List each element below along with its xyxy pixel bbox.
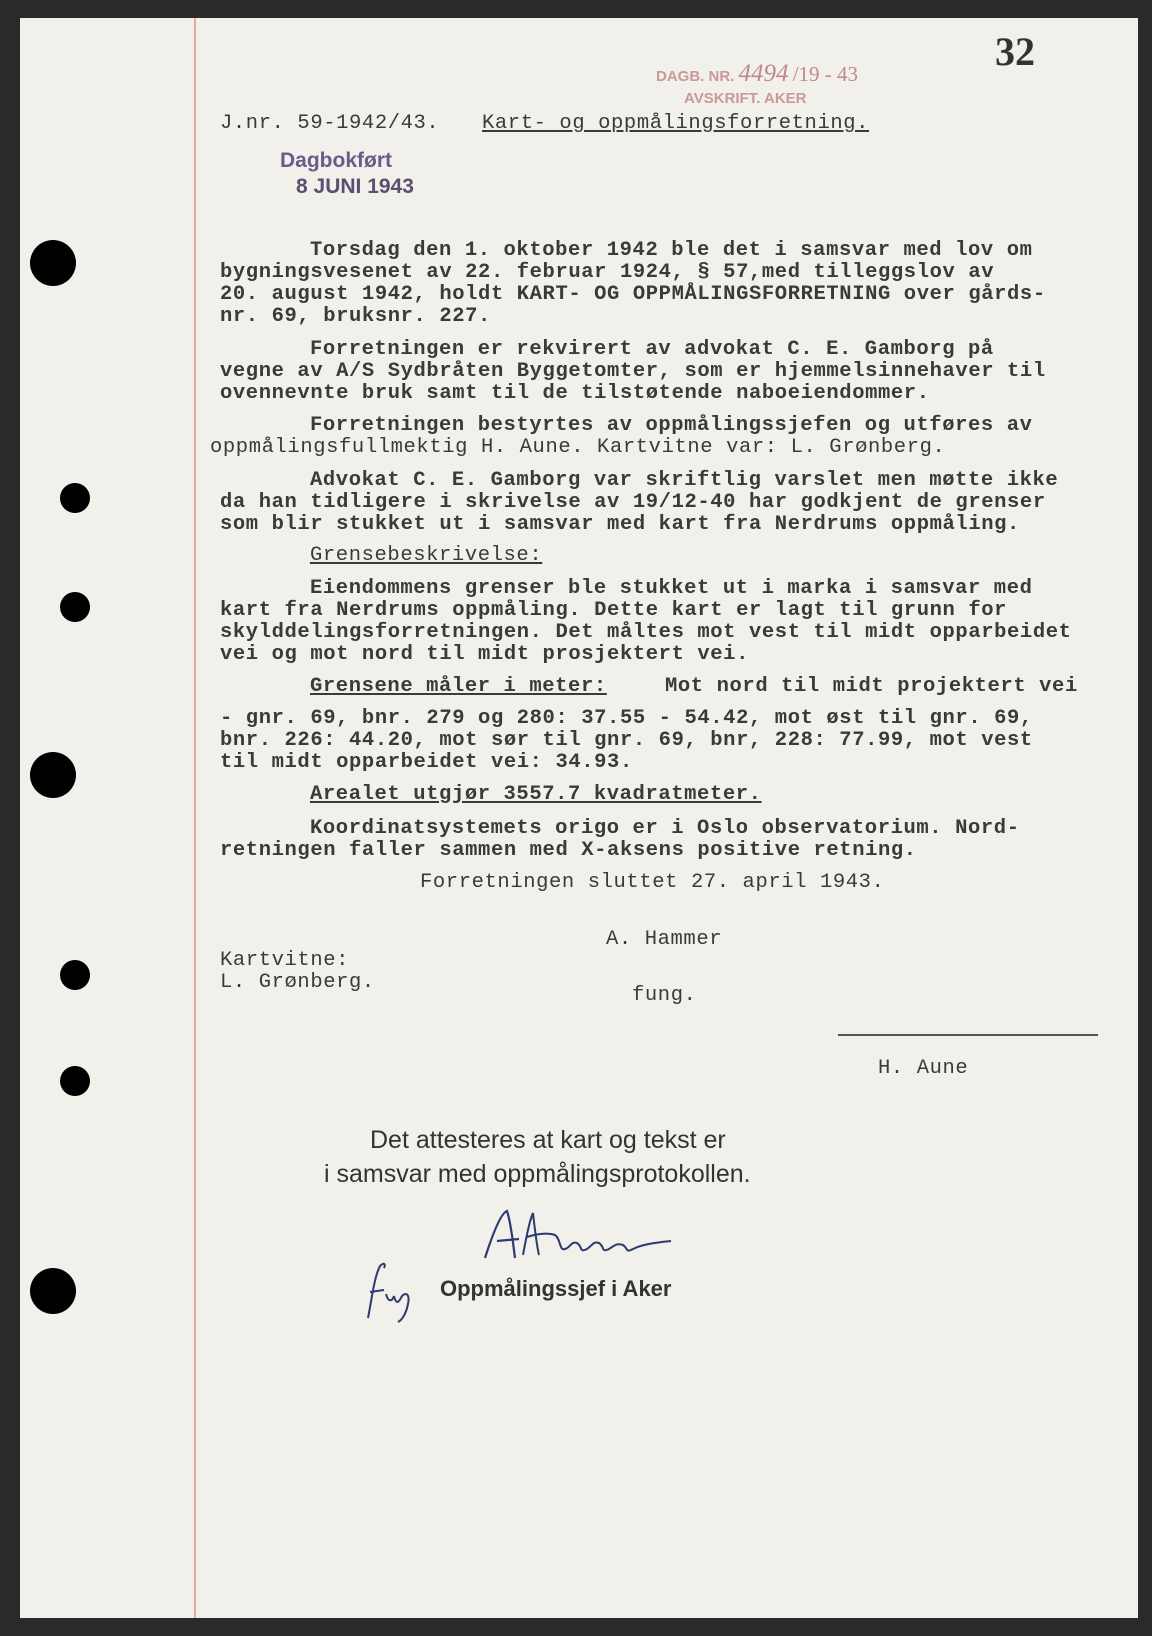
page-number: 32 xyxy=(995,29,1035,74)
signature-line xyxy=(838,1034,1098,1036)
body-line: Eiendommens grenser ble stukket ut i marka i samsvar med xyxy=(310,577,1033,600)
body-line: nr. 69, bruksnr. 227. xyxy=(220,305,491,328)
punch-hole xyxy=(30,752,76,798)
certification-line: i samsvar med oppmålingsprotokollen. xyxy=(324,1160,751,1188)
witness-name: L. Grønberg. xyxy=(220,971,375,994)
handwritten-fung xyxy=(358,1258,428,1328)
body-line: vei og mot nord til midt prosjektert vei. xyxy=(220,643,749,666)
body-line: skylddelingsforretningen. Det måltes mot vest til midt opparbeidet xyxy=(220,621,1072,644)
certification-line: Det attesteres at kart og tekst er xyxy=(370,1126,726,1154)
body-line: 20. august 1942, holdt KART- OG OPPMÅLINGSFORRETNING over gårds- xyxy=(220,283,1046,306)
document-title: Kart- og oppmålingsforretning. xyxy=(482,112,870,135)
dagb-stamp-number: 4494 xyxy=(738,60,789,87)
body-line: retningen faller sammen med X-aksens positive retning. xyxy=(220,839,917,862)
body-line: Forretningen er rekvirert av advokat C. E. Gamborg på xyxy=(310,338,994,361)
handwritten-signature xyxy=(475,1203,685,1273)
dagbokfort-stamp-date: 8 JUNI 1943 xyxy=(296,175,414,198)
closing-line: Forretningen sluttet 27. april 1943. xyxy=(420,871,885,894)
body-line: som blir stukket ut i samsvar med kart fra Nerdrums oppmåling. xyxy=(220,513,1020,536)
area-statement: Arealet utgjør 3557.7 kvadratmeter. xyxy=(310,783,762,806)
dagb-stamp-label: DAGB. NR. xyxy=(656,68,735,85)
body-line: - gnr. 69, bnr. 279 og 280: 37.55 - 54.42, mot øst til gnr. 69, xyxy=(220,707,1033,730)
body-line: Mot nord til midt projektert vei xyxy=(665,675,1078,698)
section-heading: Grensene måler i meter: xyxy=(310,675,607,698)
punch-hole xyxy=(60,1066,90,1096)
document-page xyxy=(20,18,1138,1618)
surveying-office: Oppmålingssjef i Aker xyxy=(440,1276,672,1301)
body-line: kart fra Nerdrums oppmåling. Dette kart er lagt til grunn for xyxy=(220,599,1008,622)
body-line: bygningsvesenet av 22. februar 1924, § 57,med tilleggslov av xyxy=(220,261,995,284)
surveyor-name: H. Aune xyxy=(878,1057,969,1080)
body-line: ovennevnte bruk samt til de tilstøtende naboeiendommer. xyxy=(220,382,930,405)
punch-hole xyxy=(60,483,90,513)
punch-hole xyxy=(30,1268,76,1314)
body-line: da han tidligere i skrivelse av 19/12-40 har godkjent de grenser xyxy=(220,491,1046,514)
punch-hole xyxy=(30,240,76,286)
dagb-stamp xyxy=(656,60,858,88)
dagb-stamp-suffix: /19 - 43 xyxy=(792,62,859,86)
body-line: til midt opparbeidet vei: 34.93. xyxy=(220,751,633,774)
signer-title: fung. xyxy=(632,984,697,1007)
body-line: Torsdag den 1. oktober 1942 ble det i samsvar med lov om xyxy=(310,239,1033,262)
witness-label: Kartvitne: xyxy=(220,949,350,972)
dagbokfort-stamp-label: Dagbokført xyxy=(280,149,392,172)
body-line: Koordinatsystemets origo er i Oslo observatorium. Nord- xyxy=(310,817,1020,840)
journal-number: J.nr. 59-1942/43. xyxy=(220,112,440,135)
signer-name: A. Hammer xyxy=(606,928,723,951)
avskrift-stamp: AVSKRIFT. AKER xyxy=(684,90,807,107)
body-line: oppmålingsfullmektig H. Aune. Kartvitne var: L. Grønberg. xyxy=(210,436,946,459)
body-line: Forretningen bestyrtes av oppmålingssjefen og utføres av xyxy=(310,414,1033,437)
body-line: Advokat C. E. Gamborg var skriftlig varslet men møtte ikke xyxy=(310,469,1059,492)
margin-line xyxy=(194,18,196,1618)
body-line: vegne av A/S Sydbråten Byggetomter, som er hjemmelsinnehaver til xyxy=(220,360,1046,383)
section-heading: Grensebeskrivelse: xyxy=(310,544,543,567)
punch-hole xyxy=(60,592,90,622)
body-line: bnr. 226: 44.20, mot sør til gnr. 69, bnr, 228: 77.99, mot vest xyxy=(220,729,1033,752)
punch-hole xyxy=(60,960,90,990)
